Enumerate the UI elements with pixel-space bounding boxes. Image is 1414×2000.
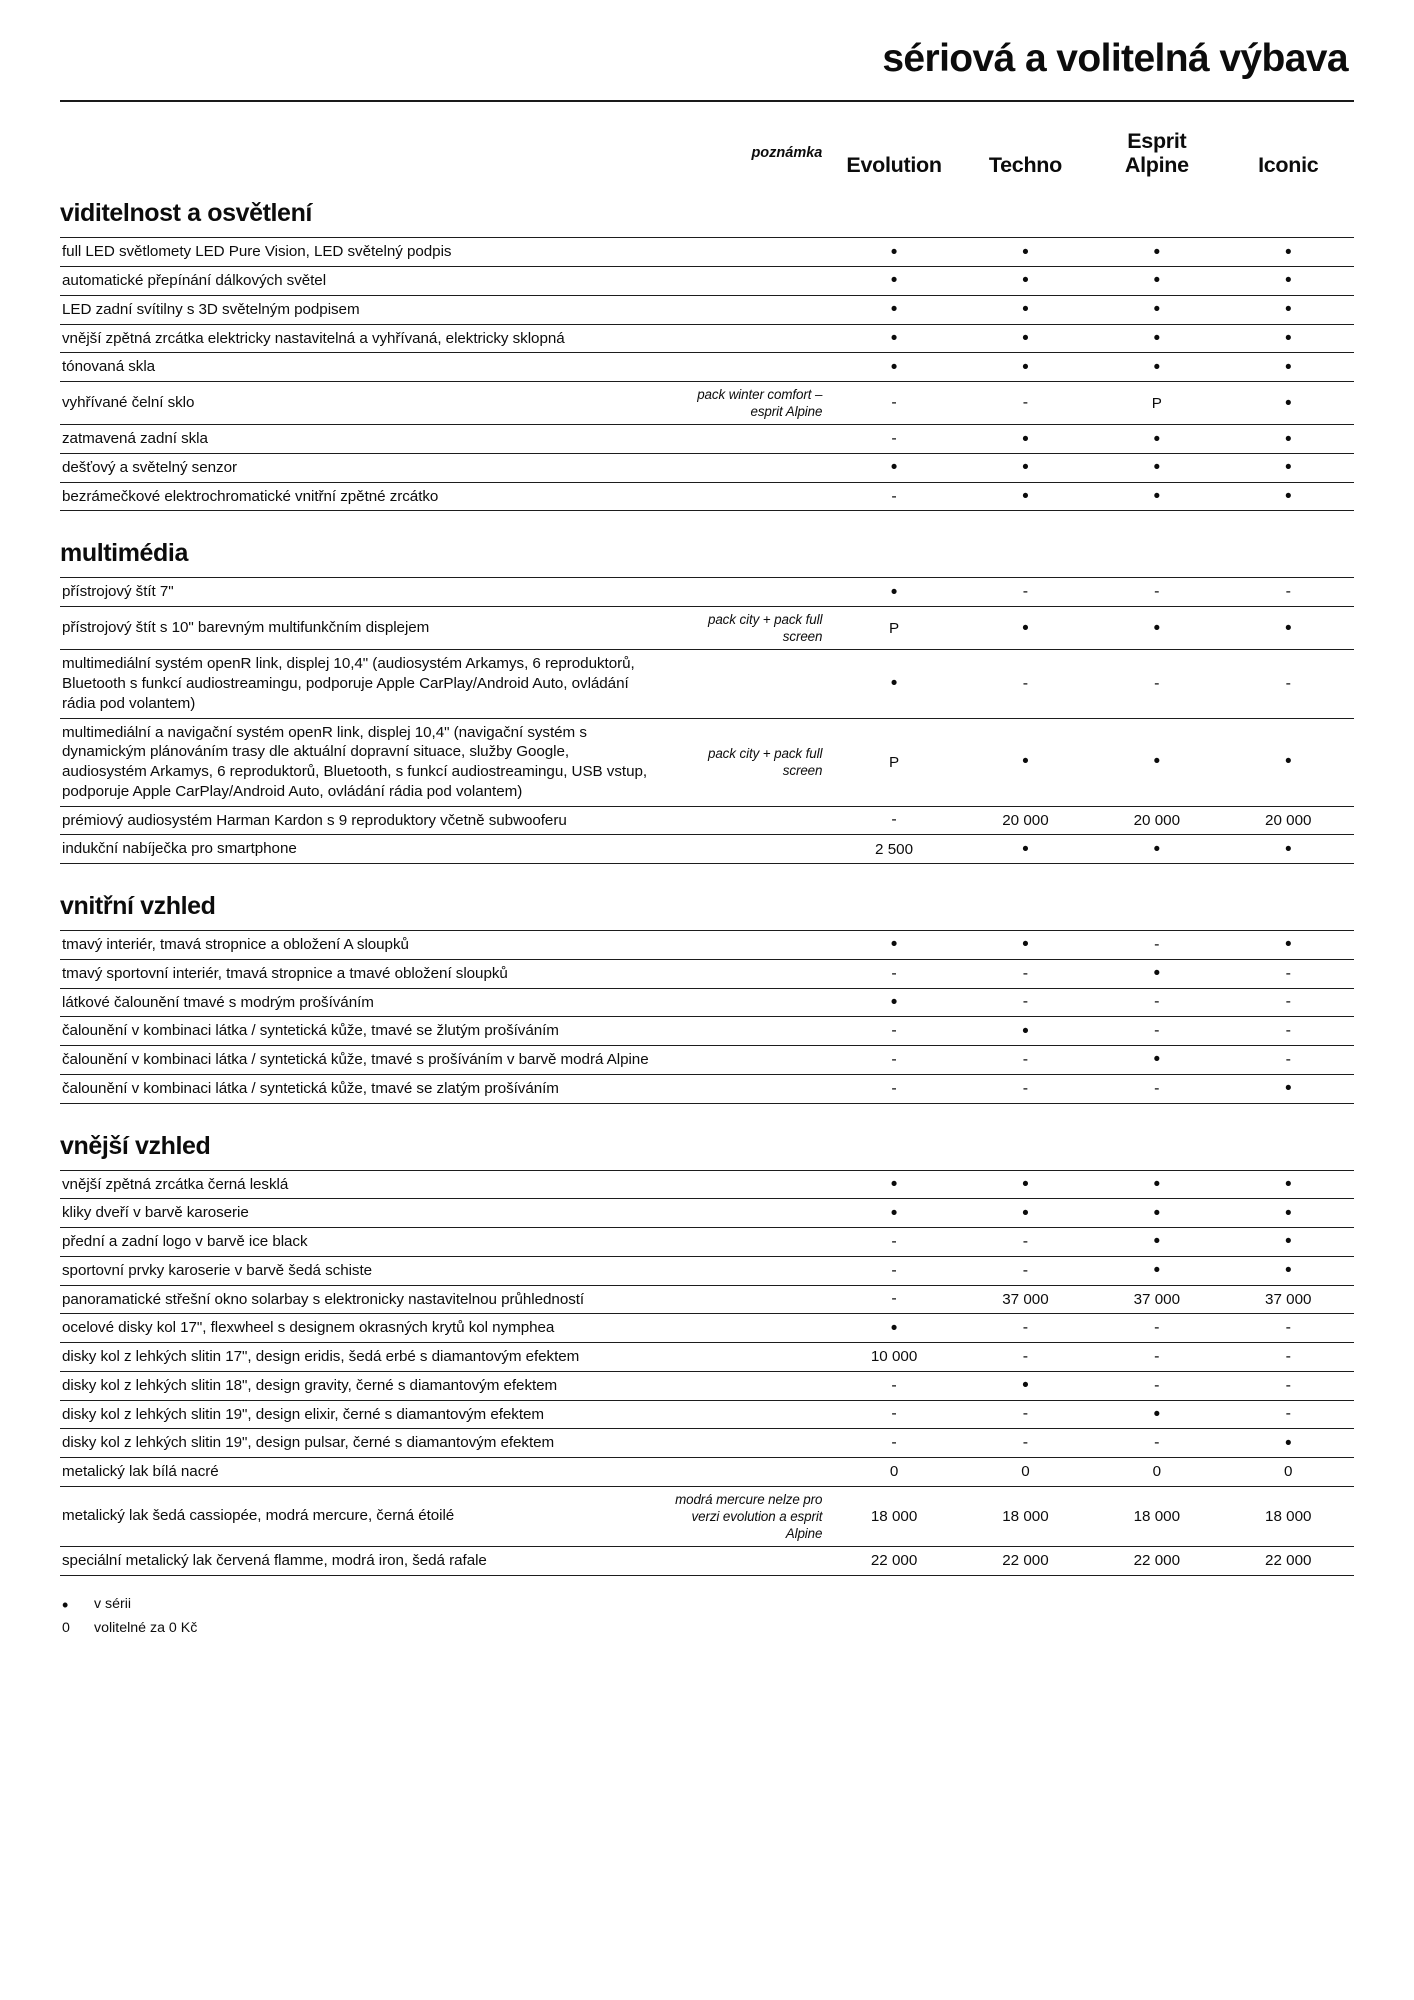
value-cell-esprit-alpine: • xyxy=(1153,1202,1161,1224)
value-cell-evolution: • xyxy=(890,1317,898,1339)
value-cell-techno: 20 000 xyxy=(1002,811,1049,829)
value-cell-iconic: • xyxy=(1284,1173,1292,1195)
value-cell-evolution: - xyxy=(891,394,897,412)
spec-section xyxy=(60,187,1354,511)
feature-note xyxy=(662,453,829,482)
value-cell-techno: - xyxy=(1022,394,1029,412)
feature-note xyxy=(662,931,829,960)
spec-table xyxy=(60,1170,1354,1576)
feature-note xyxy=(662,1458,829,1487)
table-row xyxy=(60,1371,1354,1400)
value-cell-esprit-alpine: - xyxy=(1154,935,1160,953)
value-cell-evolution: P xyxy=(888,619,900,637)
value-cell-techno: 0 xyxy=(1021,1463,1030,1481)
feature-label: full LED světlomety LED Pure Vision, LED světelný podpis xyxy=(62,243,452,261)
feature-note xyxy=(662,1371,829,1400)
feature-label: metalický lak šedá cassiopée, modrá mercure, černá étoilé xyxy=(62,1507,455,1525)
feature-label: bezrámečkové elektrochromatické vnitřní zpětné zrcátko xyxy=(62,487,439,505)
feature-note xyxy=(662,1170,829,1199)
feature-note xyxy=(662,1228,829,1257)
feature-note xyxy=(662,1546,829,1575)
feature-label: látkové čalounění tmavé s modrým prošíváním xyxy=(62,993,374,1011)
feature-label: multimediální systém openR link, displej 10,4" (audiosystém Arkamys, 6 reproduktorů, Bluetooth s funkcí audiostreamingu, podporuje Apple CarPlay/Android Auto, ovládání rádia pod volantem) xyxy=(62,655,635,712)
value-cell-evolution: - xyxy=(891,430,897,448)
legend-text: volitelné za 0 Kč xyxy=(94,1619,198,1636)
value-cell-esprit-alpine: 18 000 xyxy=(1133,1507,1181,1525)
value-cell-evolution: - xyxy=(891,1079,897,1097)
table-row xyxy=(60,1256,1354,1285)
value-cell-techno: - xyxy=(1022,1232,1029,1250)
value-cell-iconic: - xyxy=(1285,583,1291,601)
feature-label: tmavý sportovní interiér, tmavá stropnice a tmavé obložení sloupků xyxy=(62,964,508,982)
value-cell-esprit-alpine: • xyxy=(1153,486,1161,508)
legend-text: v sérii xyxy=(94,1595,132,1612)
feature-label: LED zadní svítilny s 3D světelným podpisem xyxy=(62,300,360,318)
value-cell-iconic: • xyxy=(1284,270,1292,292)
value-cell-evolution: - xyxy=(891,1022,897,1040)
feature-note xyxy=(662,324,829,353)
value-cell-evolution: 0 xyxy=(889,1463,899,1481)
value-cell-evolution: 2 500 xyxy=(875,840,914,858)
value-cell-iconic: • xyxy=(1284,327,1292,349)
value-cell-evolution: • xyxy=(890,1173,898,1195)
table-row xyxy=(60,1170,1354,1199)
spec-table xyxy=(60,577,1354,864)
column-header-row xyxy=(60,128,1354,184)
feature-label: vyhřívané čelní sklo xyxy=(62,394,195,412)
feature-label: tmavý interiér, tmavá stropnice a obložení A sloupků xyxy=(62,936,409,954)
spec-table xyxy=(60,930,1354,1104)
value-cell-evolution: - xyxy=(891,1050,897,1068)
feature-note xyxy=(662,1074,829,1103)
value-cell-esprit-alpine: - xyxy=(1154,1347,1160,1365)
table-row xyxy=(60,267,1354,296)
value-cell-evolution: 22 000 xyxy=(870,1552,918,1570)
value-cell-iconic: • xyxy=(1284,1432,1292,1454)
value-cell-techno: - xyxy=(1022,583,1029,601)
legend xyxy=(60,1593,1354,1640)
value-cell-techno: • xyxy=(1022,838,1029,860)
value-cell-techno: • xyxy=(1022,327,1029,349)
legend-symbol: 0 xyxy=(62,1619,70,1636)
feature-note xyxy=(662,1046,829,1075)
table-row xyxy=(60,1228,1354,1257)
feature-note: pack city + pack full screen xyxy=(707,746,823,779)
value-cell-iconic: - xyxy=(1285,964,1291,982)
value-cell-techno: • xyxy=(1022,1173,1029,1195)
value-cell-esprit-alpine: - xyxy=(1154,583,1160,601)
section-title: vnitřní vzhled xyxy=(60,892,216,921)
column-header-iconic: Iconic xyxy=(1258,153,1319,178)
table-row xyxy=(60,578,1354,607)
value-cell-esprit-alpine: • xyxy=(1153,751,1161,773)
value-cell-iconic: • xyxy=(1284,356,1292,378)
value-cell-esprit-alpine: - xyxy=(1154,1376,1160,1394)
value-cell-iconic: 18 000 xyxy=(1265,1507,1312,1525)
feature-note xyxy=(662,1017,829,1046)
feature-note xyxy=(662,1199,829,1228)
feature-label: metalický lak bílá nacré xyxy=(62,1463,219,1481)
table-row xyxy=(60,1046,1354,1075)
feature-note xyxy=(662,650,829,718)
value-cell-esprit-alpine: • xyxy=(1153,617,1161,639)
feature-note xyxy=(662,1256,829,1285)
column-header-techno: Techno xyxy=(988,153,1062,178)
feature-label: vnější zpětná zrcátka elektricky nastavitelná a vyhřívaná, elektricky sklopná xyxy=(62,329,565,347)
value-cell-techno: • xyxy=(1022,617,1029,639)
value-cell-esprit-alpine: • xyxy=(1153,241,1161,263)
value-cell-esprit-alpine: • xyxy=(1153,1403,1161,1425)
value-cell-iconic: • xyxy=(1284,392,1292,414)
table-row xyxy=(60,835,1354,864)
value-cell-evolution: - xyxy=(891,964,897,982)
value-cell-esprit-alpine: - xyxy=(1154,1079,1160,1097)
feature-note xyxy=(662,835,829,864)
title-divider xyxy=(60,100,1354,102)
table-row xyxy=(60,1546,1354,1575)
value-cell-techno: 37 000 xyxy=(1002,1290,1049,1308)
section-title: multimédia xyxy=(60,539,188,568)
spec-section xyxy=(60,1108,1354,1576)
feature-label: zatmavená zadní skla xyxy=(62,430,208,448)
feature-label: čalounění v kombinaci látka / syntetická kůže, tmavé se zlatým prošíváním xyxy=(62,1079,559,1097)
value-cell-esprit-alpine: • xyxy=(1153,356,1161,378)
value-cell-iconic: - xyxy=(1285,1405,1291,1423)
legend-item xyxy=(60,1593,1354,1617)
feature-label: čalounění v kombinaci látka / syntetická kůže, tmavé s prošíváním v barvě modrá Alpine xyxy=(62,1051,649,1069)
value-cell-iconic: • xyxy=(1284,751,1292,773)
value-cell-techno: - xyxy=(1022,1050,1029,1068)
value-cell-techno: - xyxy=(1022,674,1029,692)
feature-note xyxy=(662,1314,829,1343)
column-header-note: poznámka xyxy=(751,144,823,161)
value-cell-esprit-alpine: - xyxy=(1154,1434,1160,1452)
column-header-esprit-alpine-line2: Alpine xyxy=(1124,153,1189,178)
feature-label: indukční nabíječka pro smartphone xyxy=(62,840,297,858)
table-row xyxy=(60,425,1354,454)
table-row xyxy=(60,1074,1354,1103)
section-title: vnější vzhled xyxy=(60,1131,211,1160)
value-cell-iconic: • xyxy=(1284,934,1292,956)
value-cell-evolution: • xyxy=(890,356,898,378)
value-cell-techno: - xyxy=(1022,1079,1029,1097)
value-cell-evolution: - xyxy=(891,1405,897,1423)
column-header-esprit-alpine-line1: Esprit xyxy=(1127,128,1187,153)
value-cell-evolution: • xyxy=(890,581,898,603)
value-cell-evolution: - xyxy=(891,811,897,829)
feature-label: přístrojový štít s 10" barevným multifunkčním displejem xyxy=(62,619,430,637)
value-cell-iconic: - xyxy=(1285,1347,1291,1365)
feature-note xyxy=(662,238,829,267)
feature-note xyxy=(662,295,829,324)
value-cell-techno: • xyxy=(1022,428,1029,450)
value-cell-evolution: • xyxy=(890,241,898,263)
value-cell-evolution: - xyxy=(891,487,897,505)
feature-label: čalounění v kombinaci látka / syntetická kůže, tmavé se žlutým prošíváním xyxy=(62,1022,559,1040)
legend-item xyxy=(60,1617,1354,1640)
table-row xyxy=(60,382,1354,425)
feature-note xyxy=(662,988,829,1017)
value-cell-esprit-alpine: 37 000 xyxy=(1133,1290,1181,1308)
feature-note: modrá mercure nelze pro verzi evolution a esprit Alpine xyxy=(675,1491,823,1541)
value-cell-iconic: • xyxy=(1284,486,1292,508)
table-row xyxy=(60,650,1354,718)
value-cell-iconic: 20 000 xyxy=(1265,811,1312,829)
feature-label: tónovaná skla xyxy=(62,358,156,376)
column-header-evolution: Evolution xyxy=(846,153,942,178)
value-cell-evolution: • xyxy=(890,1202,898,1224)
value-cell-evolution: • xyxy=(890,327,898,349)
value-cell-esprit-alpine: 22 000 xyxy=(1133,1552,1181,1570)
value-cell-techno: • xyxy=(1022,1020,1029,1042)
value-cell-techno: • xyxy=(1022,934,1029,956)
value-cell-iconic: • xyxy=(1284,838,1292,860)
value-cell-iconic: • xyxy=(1284,241,1292,263)
value-cell-esprit-alpine: • xyxy=(1153,428,1161,450)
value-cell-techno: - xyxy=(1022,1347,1029,1365)
feature-note xyxy=(662,1429,829,1458)
value-cell-iconic: 37 000 xyxy=(1265,1290,1312,1308)
feature-label: disky kol z lehkých slitin 19", design elixir, černé s diamantovým efektem xyxy=(62,1405,544,1423)
value-cell-esprit-alpine: • xyxy=(1153,838,1161,860)
value-cell-iconic: • xyxy=(1284,1202,1292,1224)
table-row xyxy=(60,1314,1354,1343)
value-cell-techno: • xyxy=(1022,299,1029,321)
value-cell-techno: - xyxy=(1022,1261,1029,1279)
feature-note xyxy=(662,1343,829,1372)
table-row xyxy=(60,238,1354,267)
value-cell-evolution: - xyxy=(891,1232,897,1250)
value-cell-evolution: - xyxy=(891,1434,897,1452)
spec-section xyxy=(60,868,1354,1104)
spec-sections xyxy=(60,187,1354,1575)
table-row xyxy=(60,1343,1354,1372)
value-cell-esprit-alpine: • xyxy=(1153,1260,1161,1282)
feature-note xyxy=(662,353,829,382)
feature-label: sportovní prvky karoserie v barvě šedá schiste xyxy=(62,1261,373,1279)
feature-note xyxy=(662,1400,829,1429)
value-cell-techno: - xyxy=(1022,993,1029,1011)
table-row xyxy=(60,1400,1354,1429)
feature-label: přístrojový štít 7" xyxy=(62,583,174,601)
value-cell-esprit-alpine: - xyxy=(1154,993,1160,1011)
value-cell-iconic: - xyxy=(1285,1376,1291,1394)
value-cell-esprit-alpine: 0 xyxy=(1152,1463,1162,1481)
value-cell-techno: • xyxy=(1022,241,1029,263)
feature-label: disky kol z lehkých slitin 19", design pulsar, černé s diamantovým efektem xyxy=(62,1434,555,1452)
value-cell-iconic: • xyxy=(1284,299,1292,321)
feature-note xyxy=(662,425,829,454)
table-row xyxy=(60,988,1354,1017)
value-cell-evolution: - xyxy=(891,1261,897,1279)
section-title: viditelnost a osvětlení xyxy=(60,199,312,228)
feature-label: vnější zpětná zrcátka černá lesklá xyxy=(62,1175,289,1193)
value-cell-esprit-alpine: • xyxy=(1153,299,1161,321)
spec-table xyxy=(60,237,1354,511)
feature-label: multimediální a navigační systém openR link, displej 10,4" (navigační systém s dynamickým plánováním trasy dle aktuální dopravní situace, služby Google, audiosystém Arkamys, 6 reproduktorů, Bluetooth, s funkcí audiostreamingu, USB vstup, podporuje Apple CarPlay/Android Auto, ovládání rádia pod volantem) xyxy=(62,723,648,800)
value-cell-esprit-alpine: P xyxy=(1151,394,1162,412)
value-cell-iconic: - xyxy=(1285,993,1291,1011)
column-header-esprit-alpine xyxy=(1091,128,1222,184)
value-cell-esprit-alpine: - xyxy=(1154,674,1160,692)
value-cell-evolution: • xyxy=(890,299,898,321)
table-row xyxy=(60,453,1354,482)
value-cell-iconic: - xyxy=(1285,1022,1291,1040)
value-cell-iconic: 0 xyxy=(1284,1463,1293,1481)
value-cell-esprit-alpine: 20 000 xyxy=(1133,811,1181,829)
value-cell-techno: • xyxy=(1022,457,1029,479)
feature-note xyxy=(662,959,829,988)
feature-note xyxy=(662,482,829,511)
value-cell-iconic: • xyxy=(1284,1231,1292,1253)
feature-label: přední a zadní logo v barvě ice black xyxy=(62,1233,308,1251)
value-cell-iconic: 22 000 xyxy=(1265,1552,1312,1570)
value-cell-techno: - xyxy=(1022,964,1029,982)
value-cell-techno: - xyxy=(1022,1319,1029,1337)
value-cell-iconic: - xyxy=(1285,1050,1291,1068)
table-row xyxy=(60,353,1354,382)
value-cell-iconic: • xyxy=(1284,457,1292,479)
value-cell-esprit-alpine: • xyxy=(1153,327,1161,349)
table-row xyxy=(60,959,1354,988)
value-cell-techno: - xyxy=(1022,1405,1029,1423)
feature-label: prémiový audiosystém Harman Kardon s 9 reproduktory včetně subwooferu xyxy=(62,811,567,829)
value-cell-esprit-alpine: • xyxy=(1153,1231,1161,1253)
value-cell-iconic: - xyxy=(1285,1319,1291,1337)
value-cell-iconic: • xyxy=(1284,1260,1292,1282)
table-row xyxy=(60,1429,1354,1458)
feature-label: ocelové disky kol 17", flexwheel s designem okrasných krytů kol nymphea xyxy=(62,1319,555,1337)
value-cell-evolution: • xyxy=(890,457,898,479)
feature-label: disky kol z lehkých slitin 18", design gravity, černé s diamantovým efektem xyxy=(62,1376,558,1394)
value-cell-evolution: • xyxy=(890,673,898,695)
table-row xyxy=(60,324,1354,353)
value-cell-techno: • xyxy=(1022,486,1029,508)
table-row xyxy=(60,1458,1354,1487)
spec-section xyxy=(60,515,1354,864)
feature-label: disky kol z lehkých slitin 17", design eridis, šedá erbé s diamantovým efektem xyxy=(62,1348,580,1366)
value-cell-techno: • xyxy=(1022,1375,1029,1397)
feature-label: dešťový a světelný senzor xyxy=(62,458,237,476)
value-cell-techno: 18 000 xyxy=(1002,1507,1049,1525)
table-row xyxy=(60,1017,1354,1046)
feature-note xyxy=(662,578,829,607)
value-cell-evolution: P xyxy=(888,753,900,771)
value-cell-evolution: • xyxy=(890,934,898,956)
value-cell-evolution: • xyxy=(890,270,898,292)
value-cell-iconic: • xyxy=(1284,428,1292,450)
value-cell-esprit-alpine: • xyxy=(1153,457,1161,479)
value-cell-esprit-alpine: • xyxy=(1153,1049,1161,1071)
table-row xyxy=(60,1486,1354,1546)
value-cell-iconic: • xyxy=(1284,1078,1292,1100)
feature-label: kliky dveří v barvě karoserie xyxy=(62,1204,249,1222)
value-cell-iconic: • xyxy=(1284,617,1292,639)
column-header-spacer xyxy=(60,128,662,184)
feature-note xyxy=(662,806,829,835)
page-title: sériová a volitelná výbava xyxy=(882,37,1348,80)
value-cell-esprit-alpine: - xyxy=(1154,1319,1160,1337)
value-cell-techno: • xyxy=(1022,356,1029,378)
value-cell-techno: 22 000 xyxy=(1002,1552,1049,1570)
feature-note xyxy=(662,267,829,296)
table-row xyxy=(60,718,1354,806)
feature-note: pack winter comfort – esprit Alpine xyxy=(697,387,823,420)
value-cell-evolution: 18 000 xyxy=(870,1507,918,1525)
table-row xyxy=(60,931,1354,960)
value-cell-iconic: - xyxy=(1285,674,1291,692)
value-cell-esprit-alpine: - xyxy=(1154,1022,1160,1040)
legend-symbol: • xyxy=(62,1594,69,1615)
feature-note xyxy=(662,1285,829,1314)
table-row xyxy=(60,806,1354,835)
value-cell-techno: - xyxy=(1022,1434,1029,1452)
feature-label: automatické přepínání dálkových světel xyxy=(62,272,327,290)
value-cell-evolution: 10 000 xyxy=(870,1348,918,1366)
feature-note: pack city + pack full screen xyxy=(707,612,823,645)
table-row xyxy=(60,482,1354,511)
value-cell-evolution: - xyxy=(891,1290,897,1308)
value-cell-techno: • xyxy=(1022,270,1029,292)
value-cell-esprit-alpine: • xyxy=(1153,1173,1161,1195)
value-cell-esprit-alpine: • xyxy=(1153,270,1161,292)
document-header xyxy=(60,38,1354,81)
value-cell-evolution: - xyxy=(891,1376,897,1394)
value-cell-techno: • xyxy=(1022,1202,1029,1224)
feature-label: panoramatické střešní okno solarbay s elektronicky nastavitelnou průhledností xyxy=(62,1290,585,1308)
feature-label: speciální metalický lak červená flamme, modrá iron, šedá rafale xyxy=(62,1551,487,1569)
table-row xyxy=(60,607,1354,650)
value-cell-evolution: • xyxy=(890,991,898,1013)
table-row xyxy=(60,1285,1354,1314)
table-row xyxy=(60,295,1354,324)
value-cell-esprit-alpine: • xyxy=(1153,963,1161,985)
value-cell-techno: • xyxy=(1022,751,1029,773)
table-row xyxy=(60,1199,1354,1228)
